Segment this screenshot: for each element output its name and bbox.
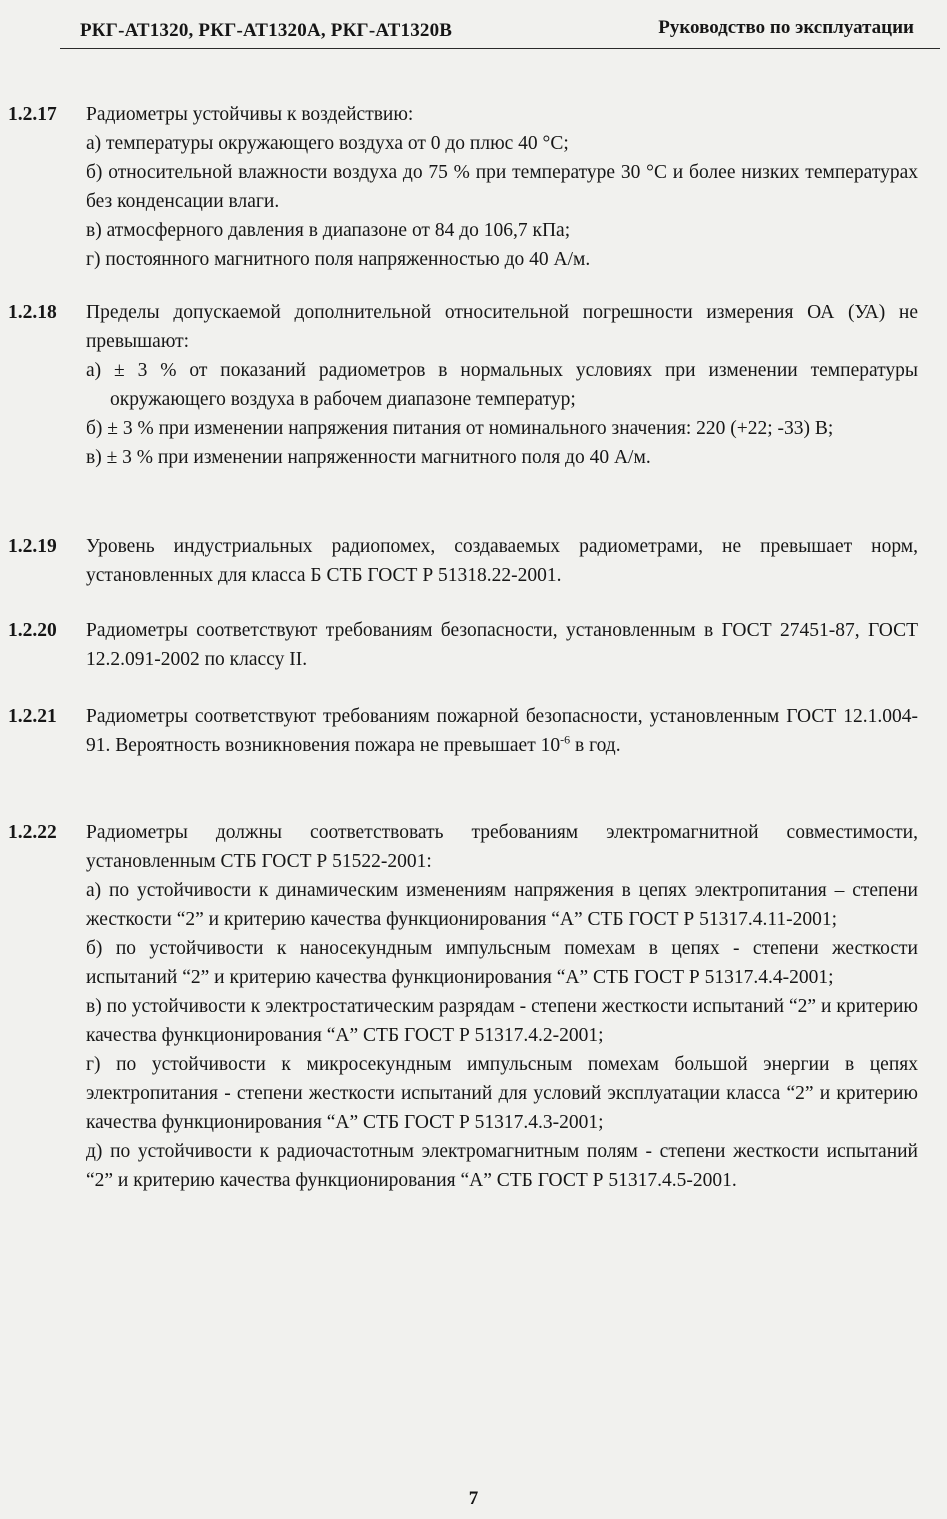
section-1-2-18 — [8, 298, 918, 472]
section-text — [86, 702, 918, 760]
section-number: 1.2.17 — [8, 104, 57, 125]
section-number: 1.2.21 — [8, 706, 57, 727]
section-intro: Пределы допускаемой дополнительной относительной погрешности измерения ОА (УА) не превышают: — [86, 302, 918, 352]
list-item-v: в) по устойчивости к электростатическим разрядам - степени жесткости испытаний “2” и критерию качества функционирования “А” СТБ ГОСТ Р 51317.4.2-2001; — [86, 996, 918, 1046]
list-item-a: а) температуры окружающего воздуха от 0 до плюс 40 °С; — [86, 133, 569, 154]
section-intro: Радиометры устойчивы к воздействию: — [86, 104, 414, 125]
section-1-2-17 — [8, 100, 918, 274]
section-1-2-21 — [8, 702, 918, 760]
section-number: 1.2.22 — [8, 822, 57, 843]
section-1-2-22 — [8, 818, 918, 1195]
list-item-v: в) ± 3 % при изменении напряженности магнитного поля до 40 А/м. — [86, 447, 651, 468]
section-number: 1.2.19 — [8, 536, 57, 557]
exponent: -6 — [560, 732, 571, 747]
list-item-b: б) ± 3 % при изменении напряжения питания от номинального значения: 220 (+22; -33) В; — [86, 418, 834, 439]
section-text-main: Радиометры соответствуют требованиям пожарной безопасности, установленным ГОСТ 12.1.004-91. Вероятность возникновения пожара не превышает 10 — [86, 706, 918, 756]
section-text-tail: в год. — [570, 735, 621, 756]
list-item-a: а) ± 3 % от показаний радиометров в нормальных условиях при изменении температуры окружающего воздуха в рабочем диапазоне температур; — [86, 360, 918, 410]
section-text: Уровень индустриальных радиопомех, создаваемых радиометрами, не превышает норм, установленных для класса Б СТБ ГОСТ Р 51318.22-2001. — [86, 536, 918, 586]
list-item-d: д) по устойчивости к радиочастотным электромагнитным полям - степени жесткости испытаний “2” и критерию качества функционирования “А” СТБ ГОСТ Р 51317.4.5-2001. — [86, 1141, 918, 1191]
section-intro: Радиометры должны соответствовать требованиям электромагнитной совместимости, установленным СТБ ГОСТ Р 51522-2001: — [86, 822, 918, 872]
section-number: 1.2.20 — [8, 620, 57, 641]
header-doc-type: Руководство по эксплуатации — [658, 17, 914, 38]
list-item-v: в) атмосферного давления в диапазоне от 84 до 106,7 кПа; — [86, 220, 571, 241]
section-1-2-19 — [8, 532, 918, 590]
list-item-a: а) по устойчивости к динамическим изменениям напряжения в цепях электропитания – степени жесткости “2” и критерию качества функционирования “А” СТБ ГОСТ Р 51317.4.11-2001; — [86, 880, 918, 930]
section-number: 1.2.18 — [8, 302, 57, 323]
list-item-b: б) по устойчивости к наносекундным импульсным помехам в цепях - степени жесткости испытаний “2” и критерию качества функционирования “А” СТБ ГОСТ Р 51317.4.4-2001; — [86, 938, 918, 988]
list-item-g: г) постоянного магнитного поля напряженностью до 40 А/м. — [86, 249, 591, 270]
page-header — [60, 12, 940, 49]
page-number: 7 — [468, 1488, 479, 1509]
list-item-g: г) по устойчивости к микросекундным импульсным помехам большой энергии в цепях электропитания - степени жесткости испытаний для условий эксплуатации класса “2” и критерию качества функционирования “А” СТБ ГОСТ Р 51317.4.3-2001; — [86, 1054, 918, 1133]
list-item-b: б) относительной влажности воздуха до 75 % при температуре 30 °С и более низких температурах без конденсации влаги. — [86, 162, 918, 212]
header-model-list: РКГ-АТ1320, РКГ-АТ1320А, РКГ-АТ1320В — [80, 20, 453, 41]
section-text: Радиометры соответствуют требованиям безопасности, установленным в ГОСТ 27451-87, ГОСТ 12.2.091-2002 по классу II. — [86, 620, 918, 670]
section-1-2-20 — [8, 616, 918, 674]
